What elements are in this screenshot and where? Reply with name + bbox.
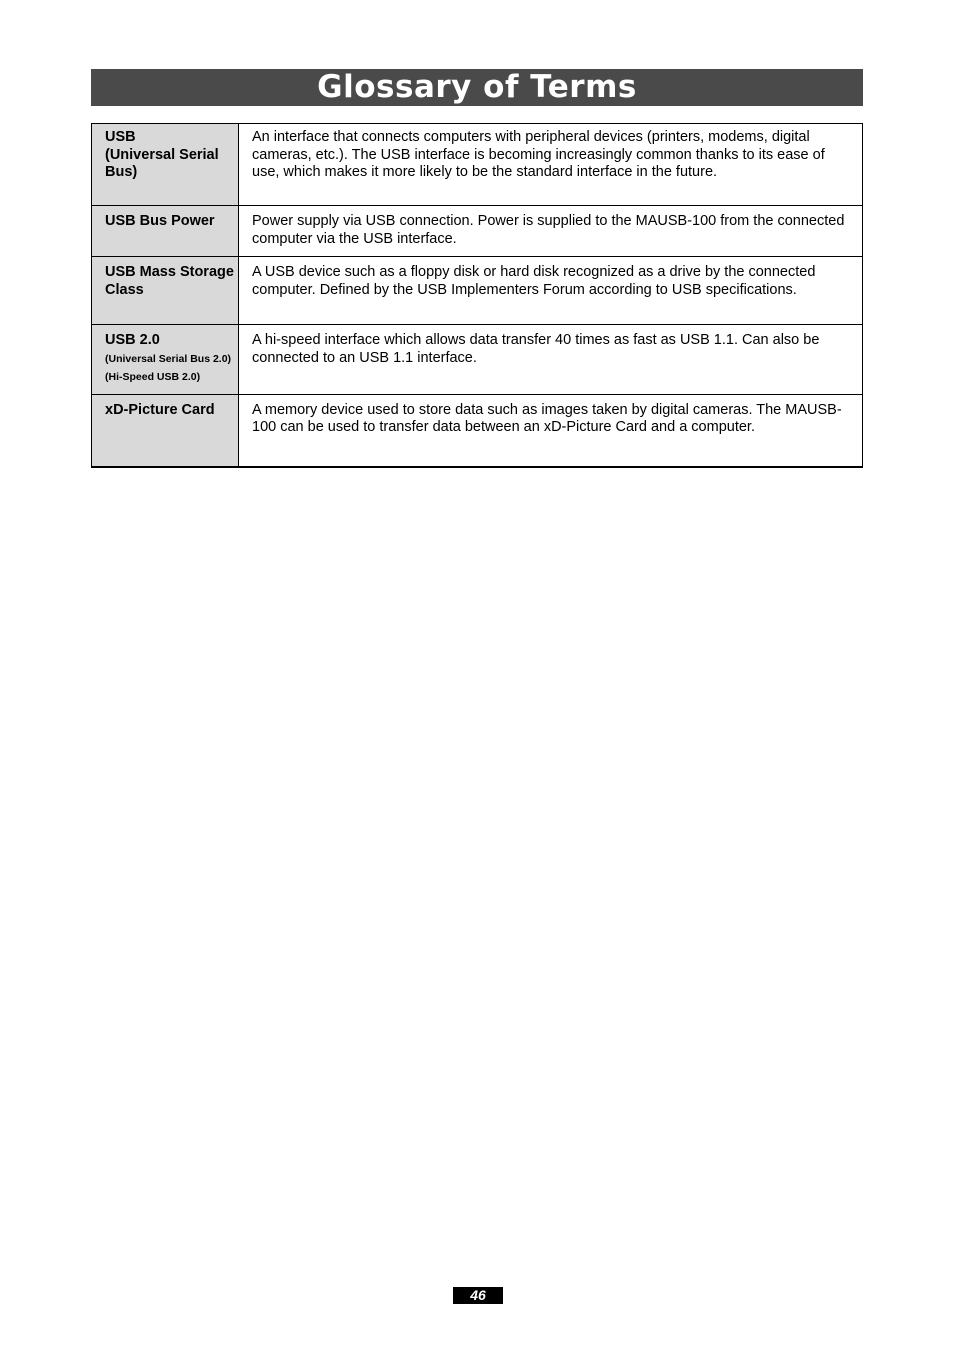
term-cell (92, 124, 239, 206)
term-cell (92, 206, 239, 257)
term-sublabel: (Universal Serial Bus 2.0) (105, 352, 232, 365)
definition-cell: A memory device used to store data such as images taken by digital cameras. The MAUSB-100 can be used to transfer data between an xD-Picture Card and a computer. (239, 394, 863, 467)
term-cell (92, 257, 239, 325)
term-label: Class (105, 281, 144, 298)
definition-cell: A USB device such as a floppy disk or hard disk recognized as a drive by the connected computer. Defined by the USB Implementers Forum according to USB specifications. (239, 257, 863, 325)
title-bar (91, 69, 863, 106)
table-row (92, 257, 863, 325)
term-label: USB Bus Power (105, 213, 215, 229)
term-sublabel: (Hi-Speed USB 2.0) (105, 370, 201, 383)
term-cell (92, 325, 239, 395)
term-label: USB Mass Storage (105, 264, 234, 280)
term-label: (Universal Serial (105, 146, 219, 163)
term-cell (92, 394, 239, 467)
definition-cell: A hi-speed interface which allows data transfer 40 times as fast as USB 1.1. Can also be connected to an USB 1.1 interface. (239, 325, 863, 395)
term-label: USB (105, 129, 136, 145)
definition-cell: Power supply via USB connection. Power is supplied to the MAUSB-100 from the connected computer via the USB interface. (239, 206, 863, 257)
term-label: USB 2.0 (105, 332, 160, 348)
table-row (92, 394, 863, 467)
definition-cell: An interface that connects computers with peripheral devices (printers, modems, digital cameras, etc.). The USB interface is becoming increasingly common thanks to its ease of use, which makes it more likely to be the standard interface in the future. (239, 124, 863, 206)
table-row (92, 124, 863, 206)
glossary-table (91, 123, 863, 468)
page-number: 46 (453, 1287, 503, 1304)
term-label: xD-Picture Card (105, 401, 215, 418)
term-label: Bus) (105, 164, 138, 180)
table-row (92, 206, 863, 257)
page-title: Glossary of Terms (317, 69, 637, 105)
table-row (92, 325, 863, 395)
